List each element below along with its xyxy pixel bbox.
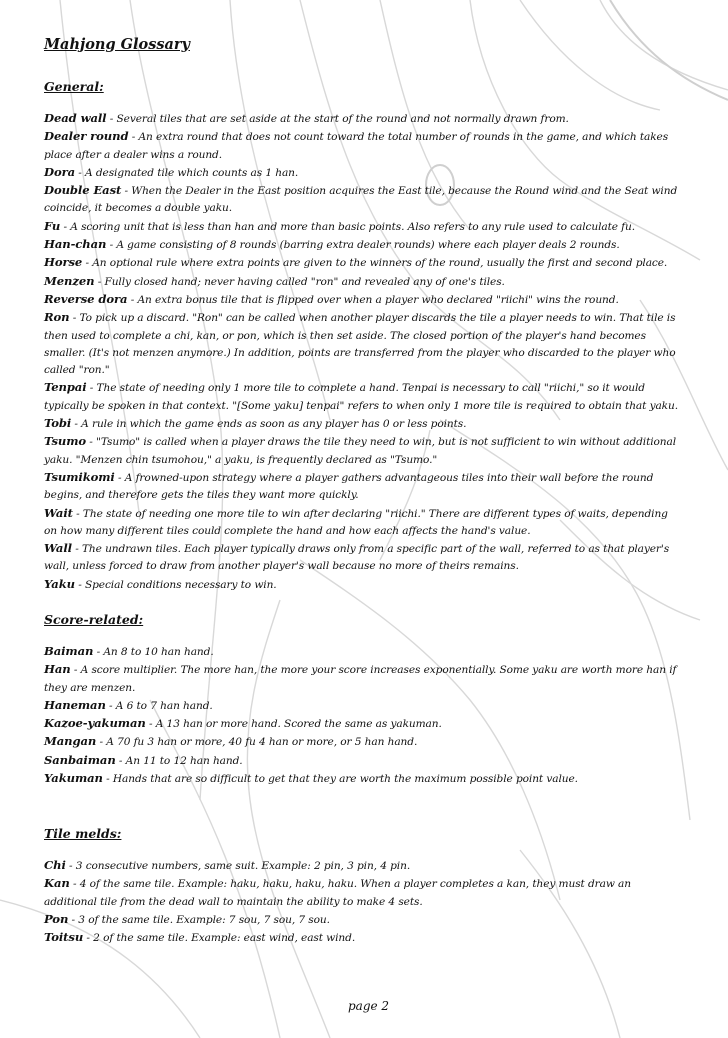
term-separator: - — [145, 718, 156, 731]
glossary-term: Tenpai — [44, 380, 87, 395]
term-separator: - — [82, 257, 93, 270]
glossary-term: Baiman — [44, 644, 94, 658]
glossary-entry — [44, 929, 684, 947]
glossary-term: Reverse dora — [44, 291, 128, 306]
glossary-definition: 3 of the same tile. Example: 7 sou, 7 sou, 7 sou. — [78, 913, 330, 926]
glossary-term: Fu — [44, 218, 61, 233]
section-heading-melds: Tile melds: — [44, 826, 122, 841]
glossary-term: Han — [44, 662, 71, 677]
glossary-definition: A score multiplier. The more han, the more your score increases exponentially. Some yaku are worth more han if they are menzen. — [44, 664, 677, 694]
glossary-definition: Fully closed hand; never having called "ron" and revealed any of one's tiles. — [104, 275, 505, 288]
term-separator: - — [70, 664, 81, 677]
glossary-definition: An 8 to 10 han hand. — [103, 646, 214, 658]
glossary-entry — [44, 164, 684, 182]
section-score-entries — [44, 643, 684, 788]
glossary-term: Tobi — [44, 416, 72, 431]
glossary-term: Tsumikomi — [44, 469, 115, 484]
glossary-definition: A rule in which the game ends as soon as any player has 0 or less points. — [81, 418, 467, 431]
section-general-entries — [44, 110, 684, 594]
glossary-term: Dora — [44, 164, 76, 179]
term-separator: - — [96, 736, 107, 749]
glossary-term: Tsumo — [44, 434, 87, 449]
glossary-definition: 3 consecutive numbers, same suit. Example: 2 pin, 3 pin, 4 pin. — [75, 860, 411, 872]
glossary-entry — [44, 733, 684, 751]
glossary-term: Yaku — [44, 576, 75, 591]
term-separator: - — [74, 578, 85, 591]
glossary-term: Double East — [44, 183, 122, 198]
term-separator: - — [72, 507, 83, 520]
term-separator: - — [75, 166, 86, 179]
term-separator: - — [86, 436, 97, 449]
glossary-term: Dead wall — [44, 111, 107, 125]
glossary-definition: Several tiles that are set aside at the start of the round and not normally drawn from. — [116, 113, 569, 125]
term-separator: - — [121, 185, 132, 198]
glossary-definition: Special conditions necessary to win. — [84, 578, 277, 591]
glossary-entry — [44, 273, 684, 291]
glossary-term: Ron — [44, 310, 70, 325]
term-separator: - — [71, 418, 82, 431]
term-separator: - — [93, 646, 104, 658]
term-separator: - — [105, 699, 116, 712]
glossary-term: Kazoe-yakuman — [44, 716, 146, 731]
glossary-definition: A 70 fu 3 han or more, 40 fu 4 han or more, or 5 han hand. — [106, 736, 418, 749]
glossary-entry — [44, 415, 684, 433]
page-number: page 2 — [348, 999, 390, 1013]
section-heading-score: Score-related: — [44, 612, 144, 627]
glossary-definition: Hands that are so difficult to get that they are worth the maximum possible point value. — [112, 773, 578, 786]
glossary-definition: An optional rule where extra points are given to the winners of the round, usually the first and second place. — [92, 257, 668, 270]
term-separator: - — [65, 860, 76, 872]
glossary-entry — [44, 182, 684, 218]
term-separator: - — [106, 113, 117, 125]
glossary-definition: A scoring unit that is less than han and more than basic points. Also refers to any rule used to calculate fu. — [70, 220, 635, 233]
glossary-term: Wall — [44, 541, 72, 556]
glossary-entry — [44, 752, 684, 770]
glossary-term: Dealer round — [44, 129, 129, 144]
glossary-definition: A game consisting of 8 rounds (barring extra dealer rounds) where each player deals 2 rounds. — [116, 239, 620, 252]
glossary-definition: "Tsumo" is called when a player draws the tile they need to win, but is not sufficient to win without additional yaku. "Menzen chin tsumohou," a yaku, is frequently declared as "Tsumo." — [44, 436, 677, 466]
glossary-entry — [44, 715, 684, 733]
glossary-term: Kan — [44, 876, 70, 891]
glossary-term: Chi — [44, 858, 66, 872]
glossary-entry — [44, 697, 684, 715]
term-separator: - — [83, 932, 94, 945]
glossary-entry — [44, 254, 684, 272]
term-separator: - — [106, 239, 117, 252]
glossary-term: Wait — [44, 505, 73, 520]
glossary-term: Pon — [44, 911, 69, 926]
glossary-entry — [44, 643, 684, 661]
glossary-term: Haneman — [44, 697, 106, 712]
glossary-term: Mangan — [44, 734, 97, 749]
glossary-entry — [44, 540, 684, 576]
glossary-entry — [44, 770, 684, 788]
glossary-definition: An extra round that does not count toward the total number of rounds in the game, and which takes place after a dealer wins a round. — [44, 131, 669, 161]
glossary-entry — [44, 875, 684, 911]
term-separator: - — [71, 543, 82, 556]
glossary-definition: The undrawn tiles. Each player typically draws only from a specific part of the wall, referred to as that player's wall, unless forced to draw from another player's wall because no more of theirs remains. — [44, 543, 670, 573]
glossary-entry — [44, 857, 684, 875]
glossary-term: Menzen — [44, 273, 95, 288]
glossary-definition: An 11 to 12 han hand. — [125, 754, 243, 767]
glossary-definition: A 13 han or more hand. Scored the same as yakuman. — [155, 718, 442, 731]
glossary-term: Sanbaiman — [44, 752, 116, 767]
glossary-definition: To pick up a discard. "Ron" can be called when another player discards the tile a player needs to win. That tile is then used to complete a chi, kan, or pon, which is then set aside. The closed portion of the player's hand becomes smaller. (It's not menzen anymore.) In addition, points are transferred from the player who discarded to the player who called "ron." — [44, 312, 676, 377]
page-title: Mahjong Glossary — [44, 36, 190, 53]
glossary-definition: A 6 to 7 han hand. — [115, 699, 213, 712]
term-separator: - — [68, 913, 79, 926]
glossary-entry — [44, 236, 684, 254]
term-separator: - — [128, 131, 139, 144]
glossary-entry — [44, 911, 684, 929]
glossary-entry — [44, 218, 684, 236]
glossary-entry — [44, 309, 684, 379]
glossary-definition: A designated tile which counts as 1 han. — [85, 166, 299, 179]
glossary-definition: 4 of the same tile. Example: haku, haku, haku, haku. When a player completes a kan, they must draw an additional tile from the dead wall to maintain the ability to make 4 sets. — [44, 878, 632, 908]
glossary-term: Han-chan — [44, 237, 107, 252]
glossary-entry — [44, 505, 684, 541]
glossary-entry — [44, 291, 684, 309]
glossary-entry — [44, 469, 684, 505]
glossary-term: Horse — [44, 255, 83, 270]
glossary-entry — [44, 128, 684, 164]
term-separator: - — [94, 275, 105, 288]
section-melds-entries — [44, 857, 684, 947]
glossary-entry — [44, 576, 684, 594]
term-separator: - — [102, 773, 113, 786]
term-separator: - — [86, 382, 97, 395]
glossary-definition: 2 of the same tile. Example: east wind, east wind. — [93, 932, 356, 945]
glossary-definition: A frowned-upon strategy where a player gathers advantageous tiles into their wall before the round begins, and therefore gets the tiles they want more quickly. — [44, 471, 654, 502]
section-heading-general: General: — [44, 79, 104, 94]
glossary-term: Yakuman — [44, 771, 103, 786]
glossary-entry — [44, 661, 684, 697]
term-separator: - — [127, 293, 138, 306]
term-separator: - — [115, 754, 126, 767]
term-separator: - — [114, 471, 125, 484]
term-separator: - — [60, 220, 71, 233]
term-separator: - — [69, 312, 80, 325]
glossary-entry — [44, 433, 684, 469]
term-separator: - — [69, 878, 80, 891]
glossary-entry — [44, 379, 684, 415]
glossary-term: Toitsu — [44, 930, 84, 945]
glossary-definition: An extra bonus tile that is flipped over when a player who declared "riichi" wins the round. — [137, 293, 619, 306]
glossary-definition: When the Dealer in the East position acquires the East tile, because the Round wind and the Seat wind coincide, it becomes a double yaku. — [44, 185, 678, 215]
glossary-entry — [44, 110, 684, 128]
glossary-definition: The state of needing only 1 more tile to complete a hand. Tenpai is necessary to call "riichi," so it would typically be spoken in that context. "[Some yaku] tenpai" refers to when only 1 more tile is required to obtain that yaku. — [44, 382, 678, 412]
glossary-definition: The state of needing one more tile to win after declaring "riichi." There are different types of waits, depending on how many different tiles could complete the hand and how each affects the hand's value. — [44, 507, 668, 537]
